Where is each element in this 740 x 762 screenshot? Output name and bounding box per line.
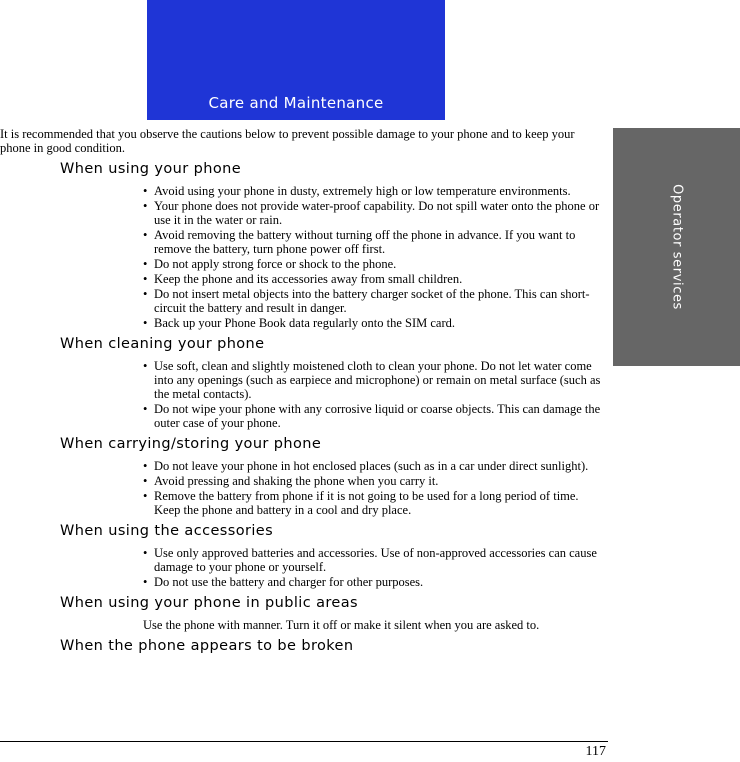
bullet-icon: •	[143, 459, 148, 473]
bullet-list	[0, 184, 606, 330]
list-item-text: Use soft, clean and slightly moistened cloth to clean your phone. Do not let water come into any openings (such as earpiece and microphone) or remain on metal surface (such as the metal contacts).	[154, 359, 601, 401]
list-item-text: Remove the battery from phone if it is not going to be used for a long period of time. Keep the phone and battery in a cool and dry place.	[154, 489, 579, 517]
bullet-list	[0, 459, 606, 517]
bullet-icon: •	[143, 257, 148, 271]
section-heading: When cleaning your phone	[60, 336, 265, 352]
section-heading: When the phone appears to be broken	[60, 638, 354, 654]
sections-container	[0, 161, 606, 655]
list-item-text: Do not insert metal objects into the battery charger socket of the phone. This can short-circuit the battery and result in danger.	[154, 287, 590, 315]
bullet-list	[0, 359, 606, 430]
section	[0, 336, 606, 430]
list-item-text: Do not leave your phone in hot enclosed places (such as in a car under direct sunlight).	[154, 459, 589, 473]
side-tab-label: Operator services	[669, 184, 684, 310]
page-number: 117	[585, 744, 606, 759]
list-item	[143, 546, 606, 574]
list-item	[143, 199, 606, 227]
list-item	[143, 287, 606, 315]
bullet-icon: •	[143, 575, 148, 589]
footer-rule	[0, 741, 608, 742]
list-item-text: Back up your Phone Book data regularly onto the SIM card.	[154, 316, 455, 330]
list-item-text: Do not wipe your phone with any corrosive liquid or coarse objects. This can damage the outer case of your phone.	[154, 402, 601, 430]
bullet-icon: •	[143, 402, 148, 416]
intro-paragraph: It is recommended that you observe the cautions below to prevent possible damage to your phone and to keep your phone in good condition.	[0, 127, 575, 155]
list-item	[143, 459, 606, 473]
section	[0, 161, 606, 330]
bullet-list	[0, 546, 606, 589]
bullet-icon: •	[143, 316, 148, 330]
list-item	[143, 474, 606, 488]
section-heading: When using your phone	[60, 161, 242, 177]
section-heading: When carrying/storing your phone	[60, 436, 322, 452]
section	[0, 638, 606, 655]
list-item	[143, 402, 606, 430]
list-item-text: Do not use the battery and charger for other purposes.	[154, 575, 424, 589]
section-text: Use the phone with manner. Turn it off or make it silent when you are asked to.	[143, 618, 540, 632]
list-item	[143, 228, 606, 256]
list-item-text: Avoid pressing and shaking the phone when you carry it.	[154, 474, 439, 488]
list-item	[143, 184, 606, 198]
bullet-icon: •	[143, 184, 148, 198]
section-heading: When using the accessories	[60, 523, 274, 539]
page-content	[0, 127, 606, 661]
section	[0, 595, 606, 632]
section-side-tab	[613, 128, 740, 366]
bullet-icon: •	[143, 272, 148, 286]
bullet-icon: •	[143, 474, 148, 488]
list-item	[143, 316, 606, 330]
list-item-text: Keep the phone and its accessories away from small children.	[154, 272, 463, 286]
list-item	[143, 272, 606, 286]
bullet-icon: •	[143, 546, 148, 560]
bullet-icon: •	[143, 228, 148, 242]
list-item-text: Do not apply strong force or shock to the phone.	[154, 257, 397, 271]
list-item	[143, 489, 606, 517]
section-heading: When using your phone in public areas	[60, 595, 358, 611]
bullet-icon: •	[143, 359, 148, 373]
bullet-icon: •	[143, 199, 148, 213]
bullet-icon: •	[143, 287, 148, 301]
list-item	[143, 257, 606, 271]
bullet-icon: •	[143, 489, 148, 503]
section	[0, 523, 606, 589]
chapter-banner	[147, 0, 445, 120]
list-item-text: Your phone does not provide water-proof capability. Do not spill water onto the phone or use it in the water or rain.	[154, 199, 600, 227]
list-item	[143, 359, 606, 401]
list-item-text: Use only approved batteries and accessories. Use of non-approved accessories can cause damage to your phone or yourself.	[154, 546, 597, 574]
chapter-title: Care and Maintenance	[208, 94, 384, 112]
section	[0, 436, 606, 517]
list-item-text: Avoid using your phone in dusty, extremely high or low temperature environments.	[154, 184, 571, 198]
list-item	[143, 575, 606, 589]
list-item-text: Avoid removing the battery without turning off the phone in advance. If you want to remove the battery, turn phone power off first.	[154, 228, 576, 256]
